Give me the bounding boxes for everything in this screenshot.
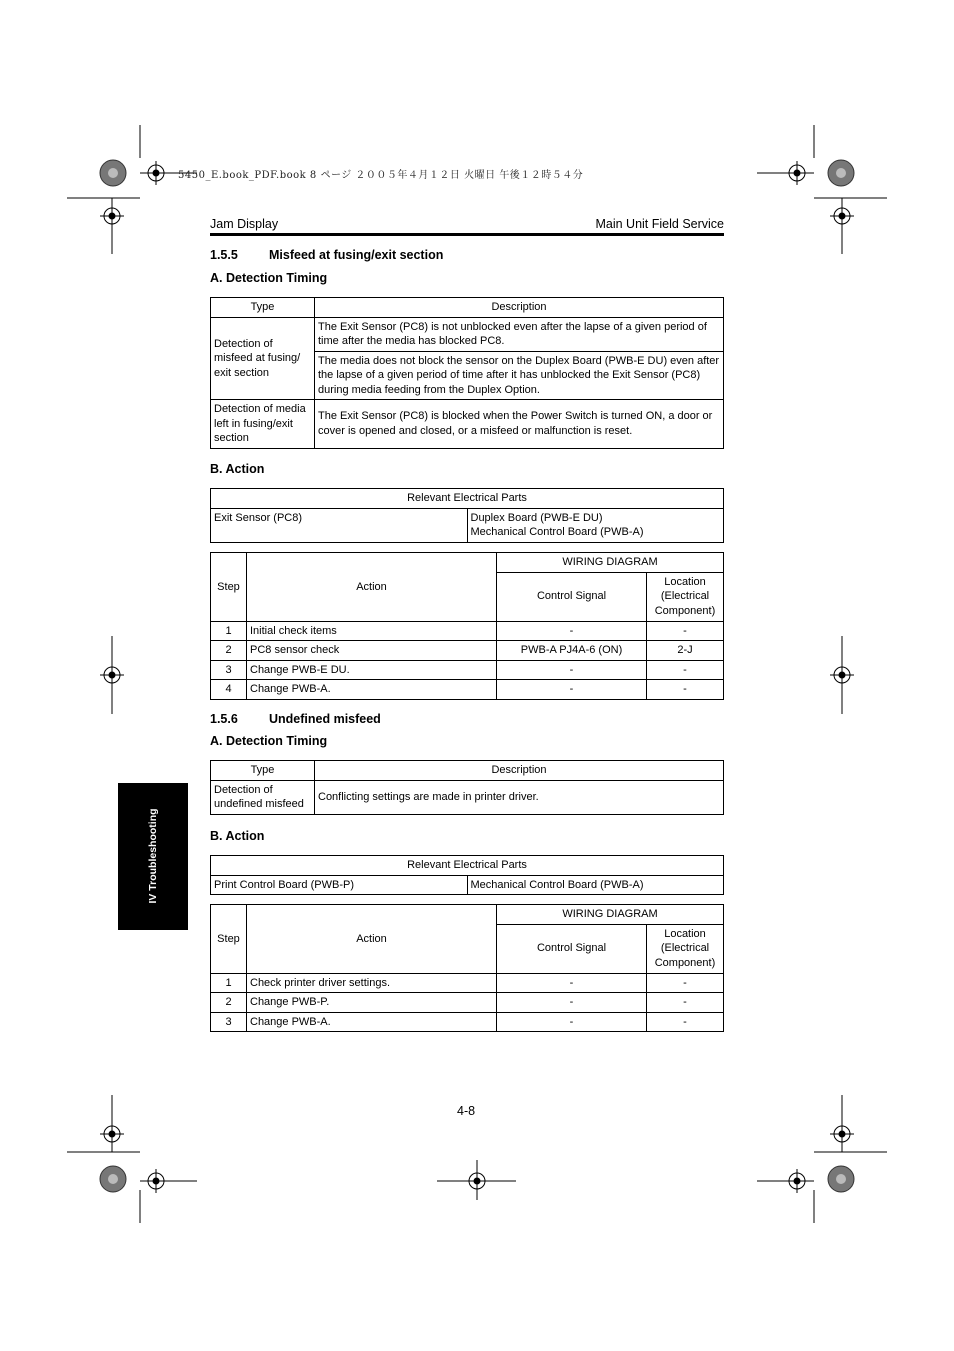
signal-cell: - bbox=[497, 621, 647, 641]
action-heading: B. Action bbox=[210, 829, 265, 843]
header-section-title: Jam Display bbox=[210, 217, 279, 231]
table-row bbox=[211, 641, 724, 661]
parts-left-cell: Print Control Board (PWB-P) bbox=[211, 875, 468, 895]
description-cell: The media does not block the sensor on the Duplex Board (PWB-E DU) even after the lapse of a given period of time after it has unblocked the Exit Sensor (PC8) during media feeding from the Duplex Option. bbox=[315, 351, 724, 400]
description-cell: The Exit Sensor (PC8) is blocked when the Power Switch is turned ON, a door or cover is opened and closed, or a misfeed or malfunction is reset. bbox=[315, 400, 724, 449]
location-cell: - bbox=[647, 973, 724, 993]
col-action-header: Action bbox=[247, 905, 497, 974]
section-title: Undefined misfeed bbox=[269, 712, 381, 726]
type-cell: Detection of media left in fusing/exit section bbox=[211, 400, 315, 449]
table-row bbox=[211, 621, 724, 641]
side-tab bbox=[118, 783, 188, 930]
relevant-parts-header: Relevant Electrical Parts bbox=[211, 856, 724, 876]
description-cell: Conflicting settings are made in printer driver. bbox=[315, 780, 724, 814]
step-cell: 2 bbox=[211, 641, 247, 661]
location-cell: - bbox=[647, 1012, 724, 1032]
col-type-header: Type bbox=[211, 298, 315, 318]
step-cell: 2 bbox=[211, 993, 247, 1013]
relevant-parts-table bbox=[210, 855, 724, 895]
action-cell: Change PWB-E DU. bbox=[247, 660, 497, 680]
section-heading-1-5-5 bbox=[210, 248, 443, 262]
action-cell: PC8 sensor check bbox=[247, 641, 497, 661]
col-step-header: Step bbox=[211, 905, 247, 974]
action-cell: Change PWB-P. bbox=[247, 993, 497, 1013]
detection-timing-table bbox=[210, 760, 724, 815]
col-location-header: Location (Electrical Component) bbox=[647, 572, 724, 621]
step-cell: 1 bbox=[211, 973, 247, 993]
signal-cell: PWB-A PJ4A-6 (ON) bbox=[497, 641, 647, 661]
signal-cell: - bbox=[497, 973, 647, 993]
col-action-header: Action bbox=[247, 553, 497, 622]
col-description-header: Description bbox=[315, 298, 724, 318]
header-rule bbox=[210, 233, 724, 236]
action-cell: Check printer driver settings. bbox=[247, 973, 497, 993]
detection-timing-table bbox=[210, 297, 724, 449]
location-cell: - bbox=[647, 621, 724, 641]
signal-cell: - bbox=[497, 660, 647, 680]
section-title: Misfeed at fusing/exit section bbox=[269, 248, 444, 262]
parts-right-cell bbox=[467, 508, 724, 542]
parts-right-cell: Mechanical Control Board (PWB-A) bbox=[467, 875, 724, 895]
print-info-line: 5450_E.book_PDF.book 8 ページ ２００５年４月１２日 火曜日 午後１２時５４分 bbox=[178, 170, 584, 181]
parts-item: Mechanical Control Board (PWB-A) bbox=[470, 526, 644, 538]
section-heading-1-5-6 bbox=[210, 712, 381, 726]
location-cell: - bbox=[647, 680, 724, 700]
parts-left-cell: Exit Sensor (PC8) bbox=[211, 508, 468, 542]
section-number: 1.5.5 bbox=[210, 248, 238, 262]
location-cell: - bbox=[647, 660, 724, 680]
action-steps-table bbox=[210, 904, 724, 1032]
col-type-header: Type bbox=[211, 761, 315, 781]
relevant-parts-header: Relevant Electrical Parts bbox=[211, 489, 724, 509]
table-row bbox=[211, 973, 724, 993]
signal-cell: - bbox=[497, 993, 647, 1013]
detection-timing-heading: A. Detection Timing bbox=[210, 271, 328, 285]
type-cell: Detection of undefined misfeed bbox=[211, 780, 315, 814]
col-signal-header: Control Signal bbox=[497, 572, 647, 621]
relevant-parts-table bbox=[210, 488, 724, 543]
table-row bbox=[211, 1012, 724, 1032]
step-cell: 3 bbox=[211, 660, 247, 680]
action-cell: Change PWB-A. bbox=[247, 1012, 497, 1032]
page-number: 4-8 bbox=[457, 1104, 476, 1118]
header-manual-title: Main Unit Field Service bbox=[595, 217, 724, 231]
col-signal-header: Control Signal bbox=[497, 924, 647, 973]
detection-timing-heading: A. Detection Timing bbox=[210, 734, 328, 748]
col-step-header: Step bbox=[211, 553, 247, 622]
table-row bbox=[211, 680, 724, 700]
step-cell: 1 bbox=[211, 621, 247, 641]
description-cell: The Exit Sensor (PC8) is not unblocked even after the lapse of a given period of time after the media has blocked PC8. bbox=[315, 317, 724, 351]
step-cell: 4 bbox=[211, 680, 247, 700]
side-tab-label: IV Troubleshooting bbox=[147, 808, 159, 904]
signal-cell: - bbox=[497, 680, 647, 700]
location-cell: 2-J bbox=[647, 641, 724, 661]
action-steps-table bbox=[210, 552, 724, 700]
action-cell: Initial check items bbox=[247, 621, 497, 641]
table-row bbox=[211, 993, 724, 1013]
type-cell: Detection of misfeed at fusing/ exit section bbox=[211, 317, 315, 400]
col-wiring-header: WIRING DIAGRAM bbox=[497, 553, 724, 573]
col-description-header: Description bbox=[315, 761, 724, 781]
action-cell: Change PWB-A. bbox=[247, 680, 497, 700]
col-wiring-header: WIRING DIAGRAM bbox=[497, 905, 724, 925]
step-cell: 3 bbox=[211, 1012, 247, 1032]
action-heading: B. Action bbox=[210, 462, 265, 476]
signal-cell: - bbox=[497, 1012, 647, 1032]
section-number: 1.5.6 bbox=[210, 712, 238, 726]
table-row bbox=[211, 660, 724, 680]
parts-item: Duplex Board (PWB-E DU) bbox=[470, 511, 603, 524]
location-cell: - bbox=[647, 993, 724, 1013]
col-location-header: Location (Electrical Component) bbox=[647, 924, 724, 973]
